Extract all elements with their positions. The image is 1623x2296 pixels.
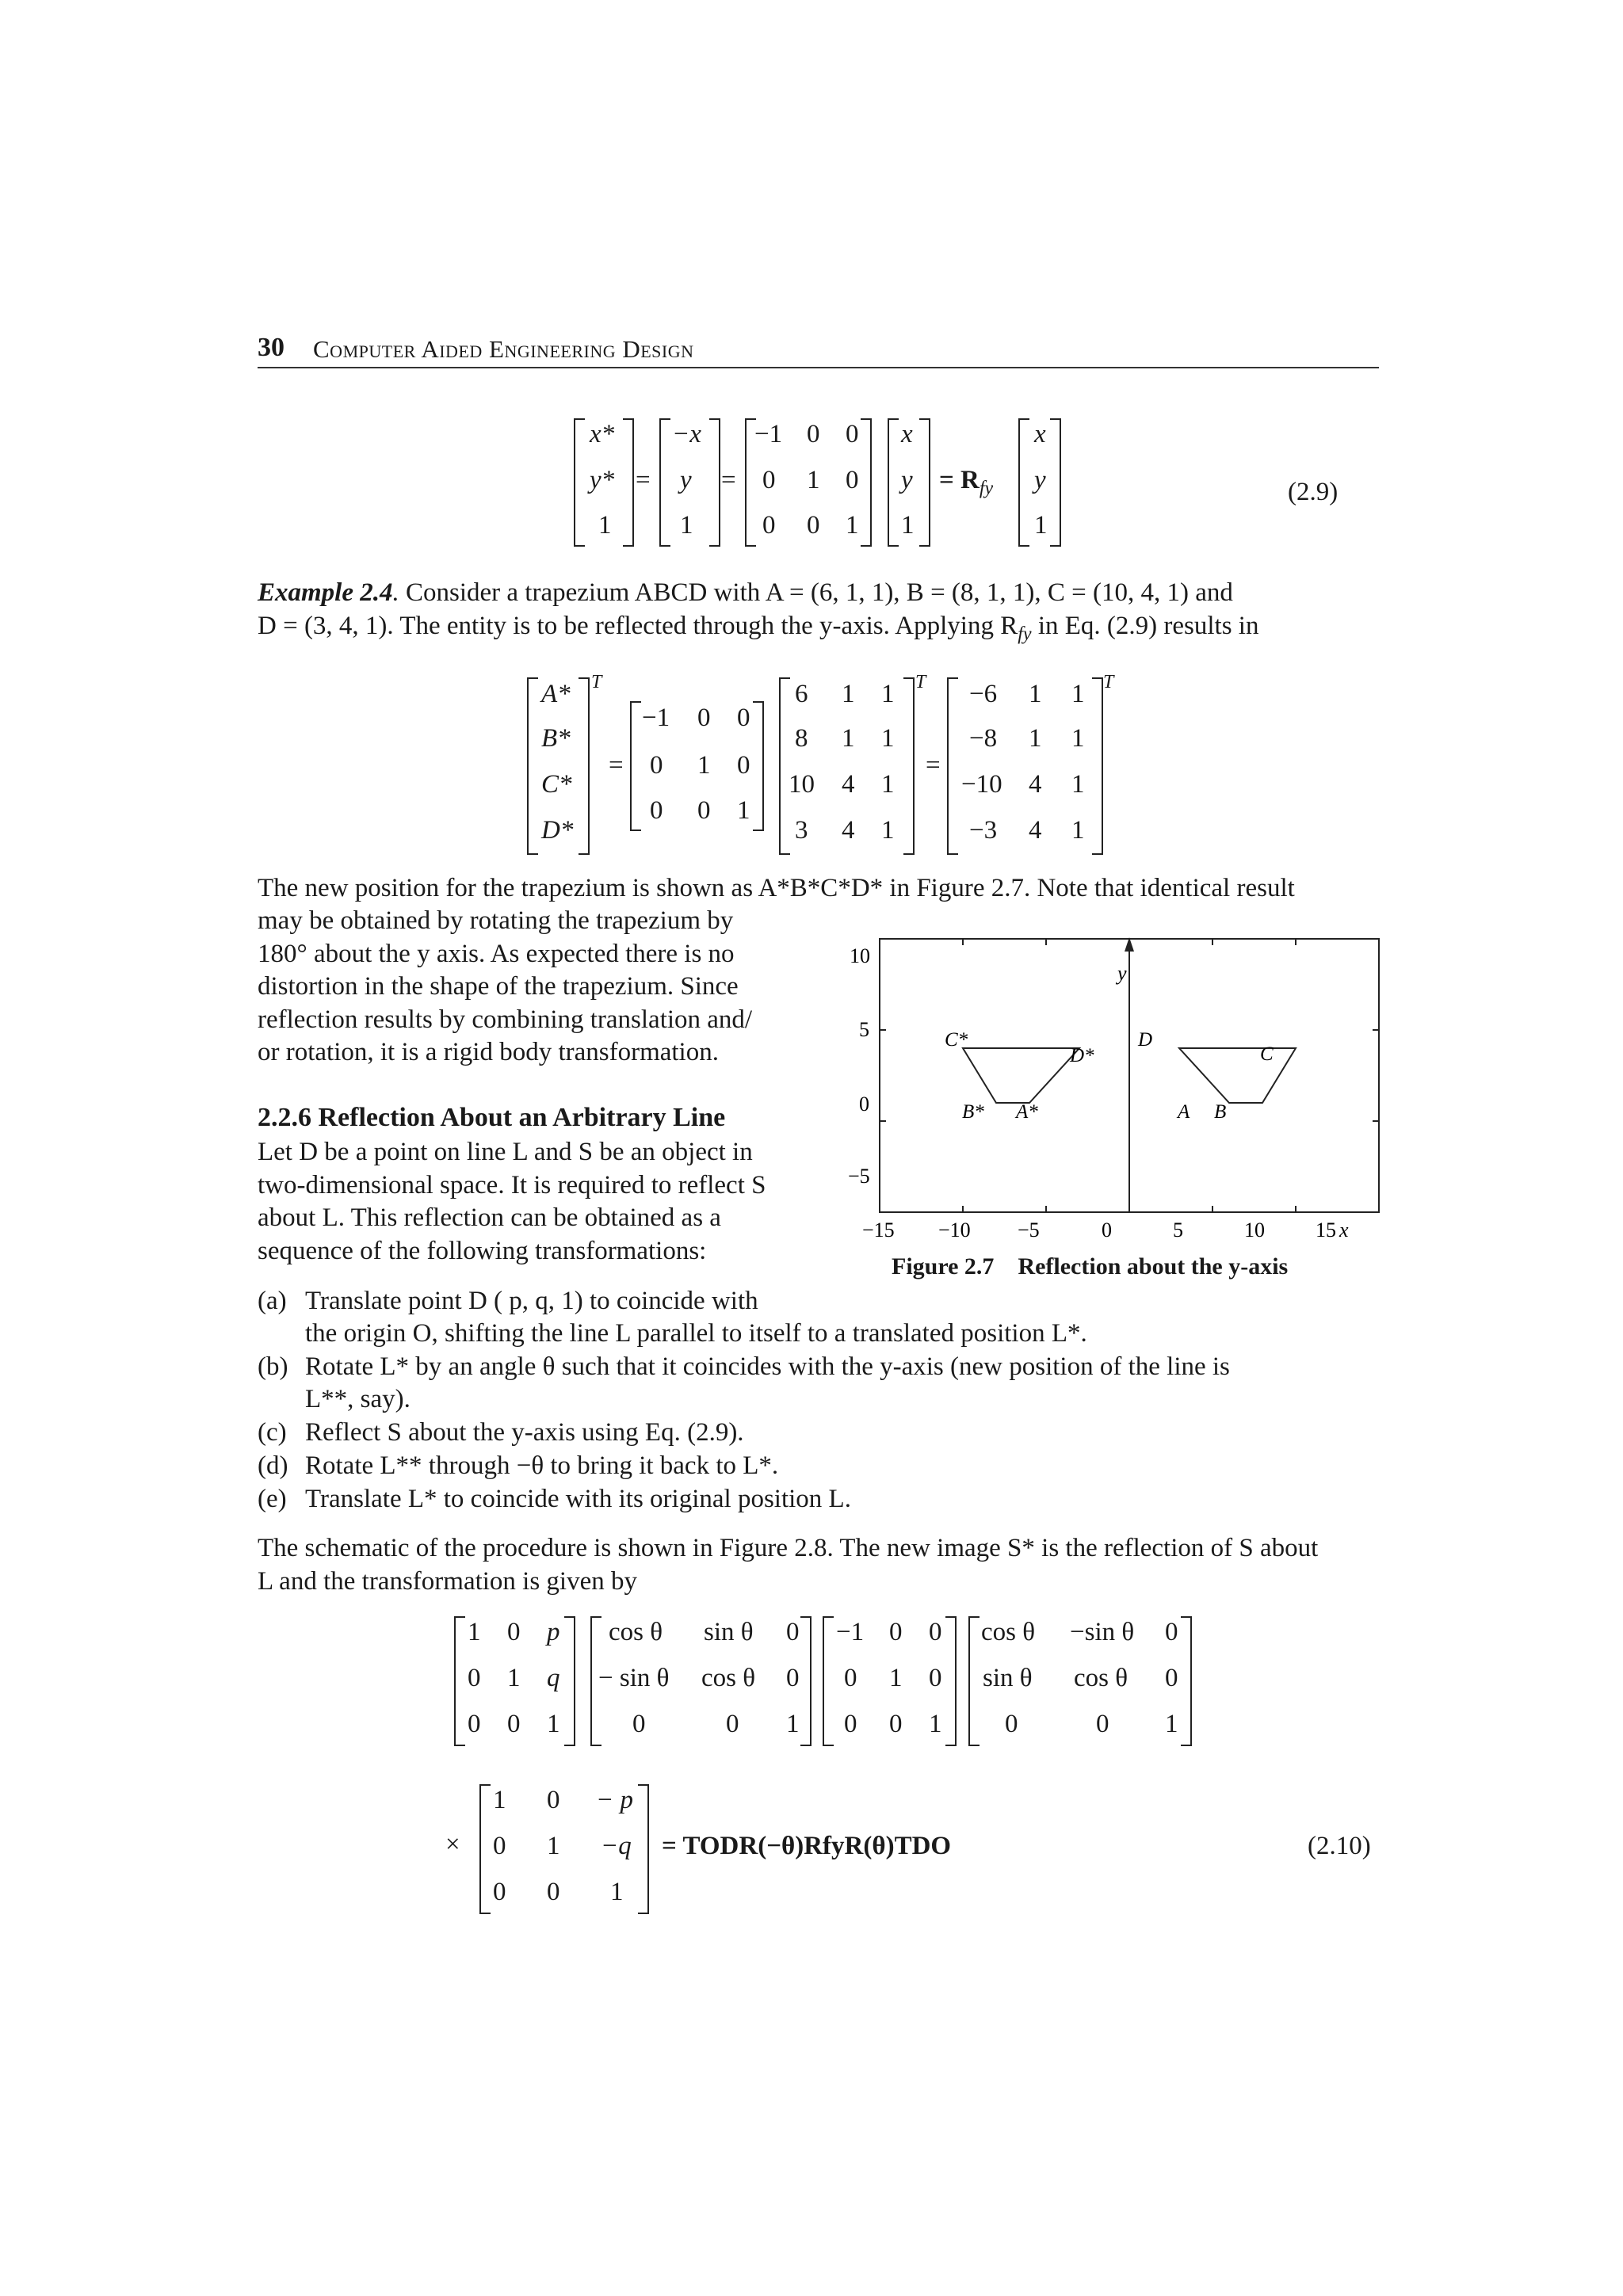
matrix-cell: 1 [1029,724,1042,753]
matrix-cell: 1 [1071,680,1085,708]
point-label-b: B [1214,1101,1227,1123]
bracket [659,418,670,547]
bracket [527,677,538,855]
point-label-a: A [1178,1101,1190,1123]
matrix-cell: 0 [1165,1618,1178,1646]
point-label-c: C [1260,1043,1274,1065]
matrix-cell: 1 [807,466,820,494]
matrix-cell: 1 [842,724,855,753]
bracket [564,1616,575,1746]
operator-rfy: = $R_{fy}$ [939,466,994,499]
matrix-cell: −sin θ [1070,1618,1135,1646]
matrix-cell: x* [590,420,615,448]
matrix-cell: 1 [786,1710,800,1738]
list-item-tag: (d) [258,1451,288,1480]
matrix-cell: 1 [1034,511,1048,540]
matrix-cell: 1 [881,816,895,845]
matrix-cell: −x [672,420,701,448]
x-tick-label: 0 [1102,1219,1112,1241]
list-item-tag: (a) [258,1287,287,1315]
list-item-text: Reflect S about the y-axis using Eq. (2.9). [305,1418,744,1447]
matrix-cell: 0 [844,1664,857,1692]
matrix-cell: 1 [881,680,895,708]
example-line-2: D = (3, 4, 1). The entity is to be reflected through the y-axis. Applying $R_{fy}$ in Eq. (2.9) results in [258,612,1259,645]
transpose-mark: T [1103,672,1114,692]
matrix-cell: 0 [762,511,776,540]
matrix-cell: 0 [929,1618,942,1646]
matrix-cell: 0 [889,1618,903,1646]
equals-sign: = [636,466,651,494]
bracket [947,677,958,855]
matrix-cell: 1 [610,1878,624,1906]
matrix-cell: 1 [1165,1710,1178,1738]
matrix-cell: 1 [493,1786,506,1814]
matrix-cell: p [547,1618,560,1646]
matrix-cell: 4 [1029,816,1042,845]
bracket [945,1616,957,1746]
bracket [919,418,930,547]
matrix-cell: 0 [1096,1710,1109,1738]
bracket [1050,418,1061,547]
paragraph-line: The new position for the trapezium is shown as A*B*C*D* in Figure 2.7. Note that identical result [258,874,1295,902]
bracket [623,418,634,547]
running-title: Computer Aided Engineering Design [313,335,694,363]
paragraph-line: L and the transformation is given by [258,1567,637,1596]
matrix-cell: 1 [1029,680,1042,708]
paragraph-line: reflection results by combining translation and/ [258,1005,753,1034]
matrix-cell: −10 [961,770,1002,799]
bracket [454,1616,465,1746]
matrix-cell: y [680,466,692,494]
matrix-cell: 4 [842,816,855,845]
matrix-cell: 0 [846,466,859,494]
bracket [1092,677,1103,855]
example-line-1: Example 2.4. Consider a trapezium ABCD with A = (6, 1, 1), B = (8, 1, 1), C = (10, 4, 1) and [258,578,1233,607]
matrix-cell: 1 [889,1664,903,1692]
matrix-cell: cos θ [609,1618,663,1646]
y-tick-label: 0 [859,1093,869,1116]
matrix-cell: 0 [650,796,663,825]
paragraph-line: about L. This reflection can be obtained as a [258,1203,721,1232]
matrix-cell: 0 [507,1618,521,1646]
trapezium-reflected [963,1048,1079,1103]
bracket [903,677,915,855]
paragraph-line: two-dimensional space. It is required to reflect S [258,1170,766,1199]
paragraph-left-column [258,905,804,1070]
matrix-cell: 0 [726,1710,739,1738]
transpose-mark: T [591,672,602,692]
paragraph-line: may be obtained by rotating the trapezium by [258,906,734,935]
matrix-cell: 4 [1029,770,1042,799]
header-rule [258,367,1379,368]
page-number: 30 [258,333,285,362]
matrix-cell: 0 [1165,1664,1178,1692]
list-item-text: Rotate L* by an angle θ such that it coincides with the y-axis (new position of the line is [305,1352,1230,1381]
x-tick-label: 10 [1244,1219,1265,1241]
list-item-text: the origin O, shifting the line L parallel to itself to a translated position L*. [305,1319,1087,1348]
matrix-cell: −q [601,1832,632,1860]
equals-sign: = [609,751,624,780]
bracket [888,418,899,547]
bracket [861,418,872,547]
x-tick-label: 5 [1173,1219,1183,1241]
paragraph-line: or rotation, it is a rigid body transformation. [258,1038,719,1066]
point-label-d: D [1138,1029,1153,1051]
equals-sign: = [721,466,736,494]
section-body [258,1136,804,1268]
matrix-cell: 0 [786,1664,800,1692]
paragraph-line: Let D be a point on line L and S be an object in [258,1138,753,1166]
list-item-text: Translate L* to coincide with its original position L. [305,1485,851,1513]
matrix-cell: 3 [795,816,808,845]
equation-result: = TODR(−θ)RfyR(θ)TDO [662,1832,952,1860]
matrix-cell: −3 [969,816,998,845]
matrix-cell: 1 [881,770,895,799]
x-tick-label: −5 [1018,1219,1040,1241]
matrix-cell: D* [541,816,574,845]
list-item-tag: (e) [258,1485,287,1513]
matrix-cell: −1 [754,420,783,448]
matrix-cell: 0 [1005,1710,1018,1738]
y-tick-label: −5 [848,1165,870,1188]
matrix-cell: 1 [846,511,859,540]
matrix-cell: −6 [969,680,998,708]
matrix-cell: 1 [598,511,612,540]
matrix-cell: 0 [844,1710,857,1738]
point-label-d-star: D* [1070,1045,1094,1066]
matrix-cell: B* [541,724,571,753]
matrix-cell: 0 [507,1710,521,1738]
paragraph-line: sequence of the following transformations: [258,1236,707,1265]
matrix-cell: 10 [789,770,815,799]
matrix-cell: −1 [836,1618,865,1646]
matrix-cell: y [1034,466,1046,494]
bracket [709,418,720,547]
matrix-cell: 1 [901,511,915,540]
matrix-cell: 1 [547,1832,560,1860]
matrix-cell: 6 [795,680,808,708]
matrix-cell: 0 [468,1664,481,1692]
matrix-cell: 1 [842,680,855,708]
matrix-cell: 0 [807,511,820,540]
bracket [800,1616,812,1746]
bracket [1018,418,1029,547]
equation-number: (2.9) [1288,478,1338,506]
matrix-cell: sin θ [704,1618,754,1646]
matrix-cell: 0 [846,420,859,448]
matrix-cell: 0 [468,1710,481,1738]
point-label-c-star: C* [945,1029,968,1051]
paragraph-line: The schematic of the procedure is shown in Figure 2.8. The new image S* is the reflection of S about [258,1534,1319,1562]
matrix-cell: 0 [889,1710,903,1738]
matrix-cell: 0 [697,704,711,732]
matrix-cell: 1 [468,1618,481,1646]
list-item-text: Rotate L** through −θ to bring it back to L*. [305,1451,779,1480]
matrix-cell: 1 [680,511,693,540]
matrix-cell: 1 [547,1710,560,1738]
matrix-cell: 0 [737,751,750,780]
matrix-cell: 1 [507,1664,521,1692]
bracket [779,677,790,855]
matrix-cell: 1 [1071,724,1085,753]
matrix-cell: −8 [969,724,998,753]
list-item-text: Translate point D ( p, q, 1) to coincide with [305,1287,758,1315]
equals-sign: = [926,751,941,780]
matrix-cell: cos θ [1074,1664,1128,1692]
y-tick-label: 10 [850,944,870,967]
matrix-cell: y [901,466,913,494]
paragraph-line: distortion in the shape of the trapezium. Since [258,972,739,1001]
matrix-cell: − sin θ [598,1664,670,1692]
section-heading: 2.2.6 Reflection About an Arbitrary Line [258,1103,726,1132]
matrix-cell: A* [541,680,571,708]
figure-caption-text: Reflection about the y-axis [1018,1253,1289,1280]
list-item-text: L**, say). [305,1385,411,1413]
bracket [968,1616,980,1746]
transpose-mark: T [915,672,926,692]
matrix-cell: cos θ [701,1664,756,1692]
matrix-cell: − p [596,1786,634,1814]
figure-caption-number: Figure 2.7 [892,1253,995,1280]
matrix-cell: 0 [493,1878,506,1906]
matrix-cell: x [1034,420,1046,448]
bracket [630,701,641,831]
matrix-cell: −1 [642,704,670,732]
matrix-cell: 0 [786,1618,800,1646]
bracket [574,418,585,547]
matrix-cell: 0 [807,420,820,448]
list-item-tag: (b) [258,1352,288,1381]
matrix-cell: 1 [1071,816,1085,845]
bracket [479,1784,491,1914]
matrix-cell: 0 [547,1878,560,1906]
matrix-cell: sin θ [983,1664,1033,1692]
matrix-cell: cos θ [981,1618,1036,1646]
matrix-cell: 0 [493,1832,506,1860]
matrix-cell: 1 [737,796,750,825]
x-tick-label: −15 [862,1219,895,1241]
point-label-b-star: B* [962,1101,984,1123]
times-sign: × [445,1830,460,1859]
x-axis-label: x [1339,1219,1349,1241]
matrix-cell: 0 [650,751,663,780]
matrix-cell: 4 [842,770,855,799]
y-tick-label: 5 [859,1018,869,1041]
matrix-cell: C* [541,770,572,799]
figure-2-7 [848,931,1387,1291]
example-label: Example 2.4 [258,578,393,607]
matrix-cell: 1 [1071,770,1085,799]
bracket [638,1784,649,1914]
matrix-cell: 0 [632,1710,646,1738]
matrix-cell: 8 [795,724,808,753]
trapezium-abcd [1179,1048,1296,1103]
y-axis-label: y [1117,962,1127,985]
matrix-cell: 0 [929,1664,942,1692]
x-tick-label: −10 [938,1219,971,1241]
matrix-cell: 0 [762,466,776,494]
matrix-cell: 1 [697,751,711,780]
matrix-cell: 0 [737,704,750,732]
list-item-tag: (c) [258,1418,287,1447]
point-label-a-star: A* [1016,1101,1038,1123]
bracket [579,677,590,855]
matrix-cell: 1 [929,1710,942,1738]
matrix-cell: 1 [881,724,895,753]
paragraph-line: 180° about the y axis. As expected there is no [258,939,735,968]
matrix-cell: 0 [697,796,711,825]
x-tick-label: 15 [1316,1219,1336,1241]
matrix-cell: y* [590,466,615,494]
matrix-cell: x [901,420,913,448]
bracket [753,701,764,831]
bracket [1181,1616,1192,1746]
bracket [823,1616,834,1746]
equation-number: (2.10) [1308,1832,1371,1860]
matrix-cell: 0 [547,1786,560,1814]
matrix-cell: q [547,1664,560,1692]
figure-caption [892,1253,1288,1280]
